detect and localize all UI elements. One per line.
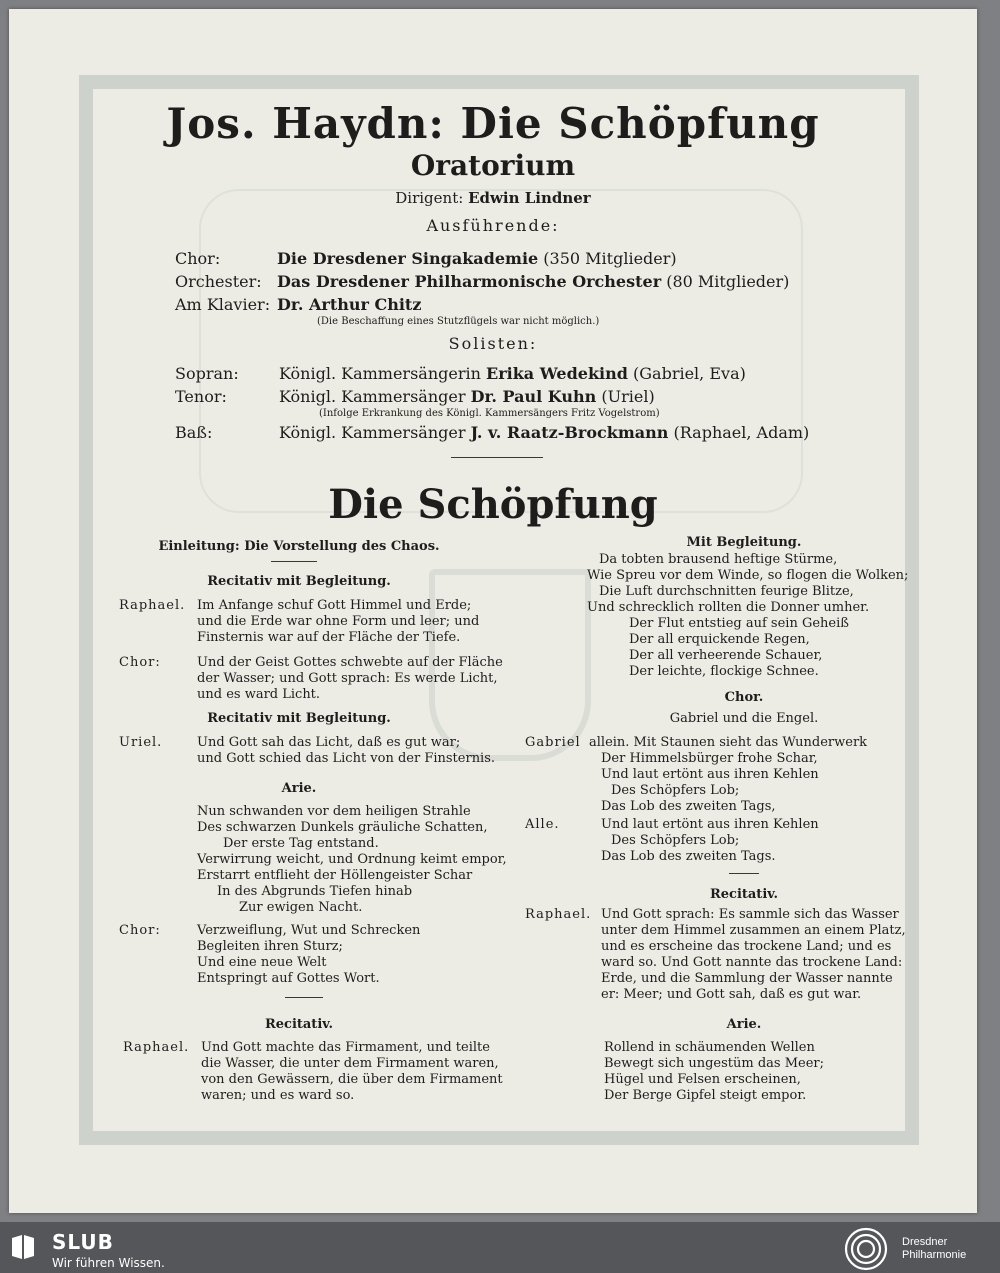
soloist-role: Tenor: (175, 387, 227, 406)
text-line: und Gott schied das Licht von der Finsternis. (197, 751, 496, 766)
performer-extra: (350 Mitglieder) (543, 249, 677, 268)
text-line: Das Lob des zweiten Tags. (601, 849, 776, 864)
soloist-name: Erika Wedekind (486, 364, 628, 383)
philharmonie-logo-icon (842, 1225, 890, 1273)
recitativ-heading: Recitativ. (709, 887, 779, 902)
soloist-prefix: Königl. Kammersänger (279, 423, 466, 442)
performer-extra: (80 Mitglieder) (666, 272, 790, 291)
text-line: und es erscheine das trockene Land; und es (601, 939, 892, 954)
text-line: Des schwarzen Dunkels gräuliche Schatten, (197, 820, 488, 835)
soloist-name: J. v. Raatz-Brockmann (470, 423, 669, 442)
program-subtitle: Oratorium (410, 149, 576, 182)
text-line: Der erste Tag entstand. (223, 836, 379, 851)
footer-bar (0, 1222, 1000, 1273)
text-line: Und Gott sprach: Es sammle sich das Wasser (601, 907, 899, 922)
recitativ-heading: Recitativ mit Begleitung. (207, 711, 391, 726)
text-line: Entspringt auf Gottes Wort. (197, 971, 380, 986)
performer-role: Am Klavier: (175, 295, 271, 314)
text-line: von den Gewässern, die über dem Firmament (201, 1072, 503, 1087)
text-line: der Wasser; und Gott sprach: Es werde Licht, (197, 671, 498, 686)
chor-heading: Chor. (724, 690, 764, 705)
slub-logo-icon (8, 1232, 38, 1262)
soloist-prefix: Königl. Kammersängerin (279, 364, 481, 383)
text-line: Da tobten brausend heftige Stürme, (599, 552, 838, 567)
soloist-entry (279, 387, 655, 406)
performers-heading: Ausführende: (426, 216, 560, 235)
soloist-prefix: Königl. Kammersänger (279, 387, 466, 406)
text-line: Begleiten ihren Sturz; (197, 939, 343, 954)
conductor-label: Dirigent: (395, 189, 464, 207)
text-block (197, 923, 420, 987)
speaker-label: Raphael. (525, 907, 592, 922)
text-line: Und schrecklich rollten die Donner umher. (587, 600, 870, 615)
text-line: Und eine neue Welt (197, 955, 327, 970)
text-line: und die Erde war ohne Form und leer; und (197, 614, 480, 629)
slub-tagline: Wir führen Wissen. (52, 1256, 165, 1270)
performer-name: Dr. Arthur Chitz (277, 295, 422, 314)
arie-heading: Arie. (726, 1017, 762, 1032)
performer-name: Die Dresdener Singakademie (277, 249, 539, 268)
intro-heading: Einleitung: Die Vorstellung des Chaos. (158, 539, 440, 554)
philharmonie-line: Philharmonie (902, 1249, 967, 1261)
performer-role: Chor: (175, 249, 221, 268)
text-line: Hügel und Felsen erscheinen, (604, 1072, 801, 1087)
text-line: Verzweiflung, Wut und Schrecken (197, 923, 421, 938)
conductor-name: Edwin Lindner (468, 189, 591, 207)
text-block (601, 817, 819, 865)
slub-name: SLUB (52, 1230, 114, 1254)
text-line: Und Gott machte das Firmament, und teilte (201, 1040, 490, 1055)
text-line: Und laut ertönt aus ihren Kehlen (601, 767, 819, 782)
text-line: Verwirrung weicht, und Ordnung keimt empor, (197, 852, 507, 867)
speaker-label: Chor: (119, 923, 161, 938)
arie-heading: Arie. (281, 781, 317, 796)
text-line: Bewegt sich ungestüm das Meer; (604, 1056, 825, 1071)
performer-role: Orchester: (175, 272, 262, 291)
divider (729, 873, 759, 874)
tenor-note: (Infolge Erkrankung des Königl. Kammersängers Fritz Vogelstrom) (319, 408, 660, 419)
soloist-extra: (Gabriel, Eva) (633, 364, 746, 383)
text-line: Das Lob des zweiten Tags, (601, 799, 776, 814)
program-title: Jos. Haydn: Die Schöpfung (166, 99, 820, 148)
text-block (604, 1040, 824, 1104)
text-line: Der all verheerende Schauer, (629, 648, 823, 663)
recitativ-heading: Recitativ. (264, 1017, 334, 1032)
text-line: In des Abgrunds Tiefen hinab (217, 884, 413, 899)
text-line: Der leichte, flockige Schnee. (629, 664, 819, 679)
philharmonie-line: Dresdner (902, 1236, 948, 1248)
text-line: ward so. Und Gott nannte das trockene Land: (601, 955, 903, 970)
speaker-label: Raphael. (123, 1040, 190, 1055)
text-block (589, 735, 867, 815)
recitativ-heading: Recitativ mit Begleitung. (207, 574, 391, 589)
performer-name: Das Dresdener Philharmonische Orchester (277, 272, 662, 291)
text-line: Rollend in schäumenden Wellen (604, 1040, 815, 1055)
text-block (197, 655, 503, 703)
soloist-name: Dr. Paul Kuhn (470, 387, 597, 406)
text-line: waren; und es ward so. (201, 1088, 355, 1103)
text-line: Der Flut entstieg auf sein Geheiß (629, 616, 849, 631)
piano-note: (Die Beschaffung eines Stutzflügels war nicht möglich.) (317, 316, 600, 327)
text-line: Zur ewigen Nacht. (239, 900, 363, 915)
performer-entry (277, 295, 421, 314)
soloists-heading: Solisten: (448, 334, 538, 353)
text-line: er: Meer; und Gott sah, daß es gut war. (601, 987, 862, 1002)
text-line: Der all erquickende Regen, (629, 632, 810, 647)
program-sheet (9, 9, 977, 1213)
speaker-label: Uriel. (119, 735, 163, 750)
soloist-extra: (Raphael, Adam) (673, 423, 810, 442)
text-line: Im Anfange schuf Gott Himmel und Erde; (197, 598, 472, 613)
text-line: Der Himmelsbürger frohe Schar, (601, 751, 818, 766)
text-block (587, 552, 908, 680)
speaker-label: Gabriel (525, 735, 581, 750)
text-line: Und Gott sah das Licht, daß es gut war; (197, 735, 461, 750)
text-block (197, 598, 479, 646)
text-line: Erstarrt entflieht der Höllengeister Schar (197, 868, 473, 883)
text-block (197, 735, 495, 767)
divider (271, 561, 317, 562)
speaker-label: Raphael. (119, 598, 186, 613)
text-line: Der Berge Gipfel steigt empor. (604, 1088, 807, 1103)
soloist-role: Sopran: (175, 364, 239, 383)
text-line: Die Luft durchschnitten feurige Blitze, (599, 584, 854, 599)
divider (285, 997, 323, 998)
performer-entry (277, 249, 677, 268)
text-line: Wie Spreu vor dem Winde, so flogen die Wolken; (587, 568, 909, 583)
performer-entry (277, 272, 789, 291)
text-block (601, 907, 906, 1003)
text-line: und es ward Licht. (197, 687, 321, 702)
text-block (197, 804, 507, 916)
soloist-entry (279, 423, 809, 442)
chor-subheading: Gabriel und die Engel. (669, 711, 819, 726)
text-line: unter dem Himmel zusammen an einem Platz, (601, 923, 906, 938)
soloist-entry (279, 364, 746, 383)
text-line: Und laut ertönt aus ihren Kehlen (601, 817, 819, 832)
divider (451, 457, 543, 458)
soloist-extra: (Uriel) (601, 387, 655, 406)
text-line: die Wasser, die unter dem Firmament waren, (201, 1056, 499, 1071)
text-line: Erde, und die Sammlung der Wasser nannte (601, 971, 893, 986)
text-line: Des Schöpfers Lob; (611, 783, 740, 798)
speaker-label: Chor: (119, 655, 161, 670)
text-line: Nun schwanden vor dem heiligen Strahle (197, 804, 471, 819)
philharmonie-name (902, 1236, 966, 1262)
text-block (201, 1040, 503, 1104)
mit-begleitung-heading: Mit Begleitung. (686, 535, 802, 550)
speaker-label: Alle. (525, 817, 560, 832)
text-line: Des Schöpfers Lob; (611, 833, 740, 848)
text-line: Und der Geist Gottes schwebte auf der Fläche (197, 655, 503, 670)
conductor-line (9, 189, 977, 207)
text-line: allein. Mit Staunen sieht das Wunderwerk (589, 735, 868, 750)
main-title: Die Schöpfung (328, 481, 658, 528)
text-line: Finsternis war auf der Fläche der Tiefe. (197, 630, 461, 645)
soloist-role: Baß: (175, 423, 213, 442)
